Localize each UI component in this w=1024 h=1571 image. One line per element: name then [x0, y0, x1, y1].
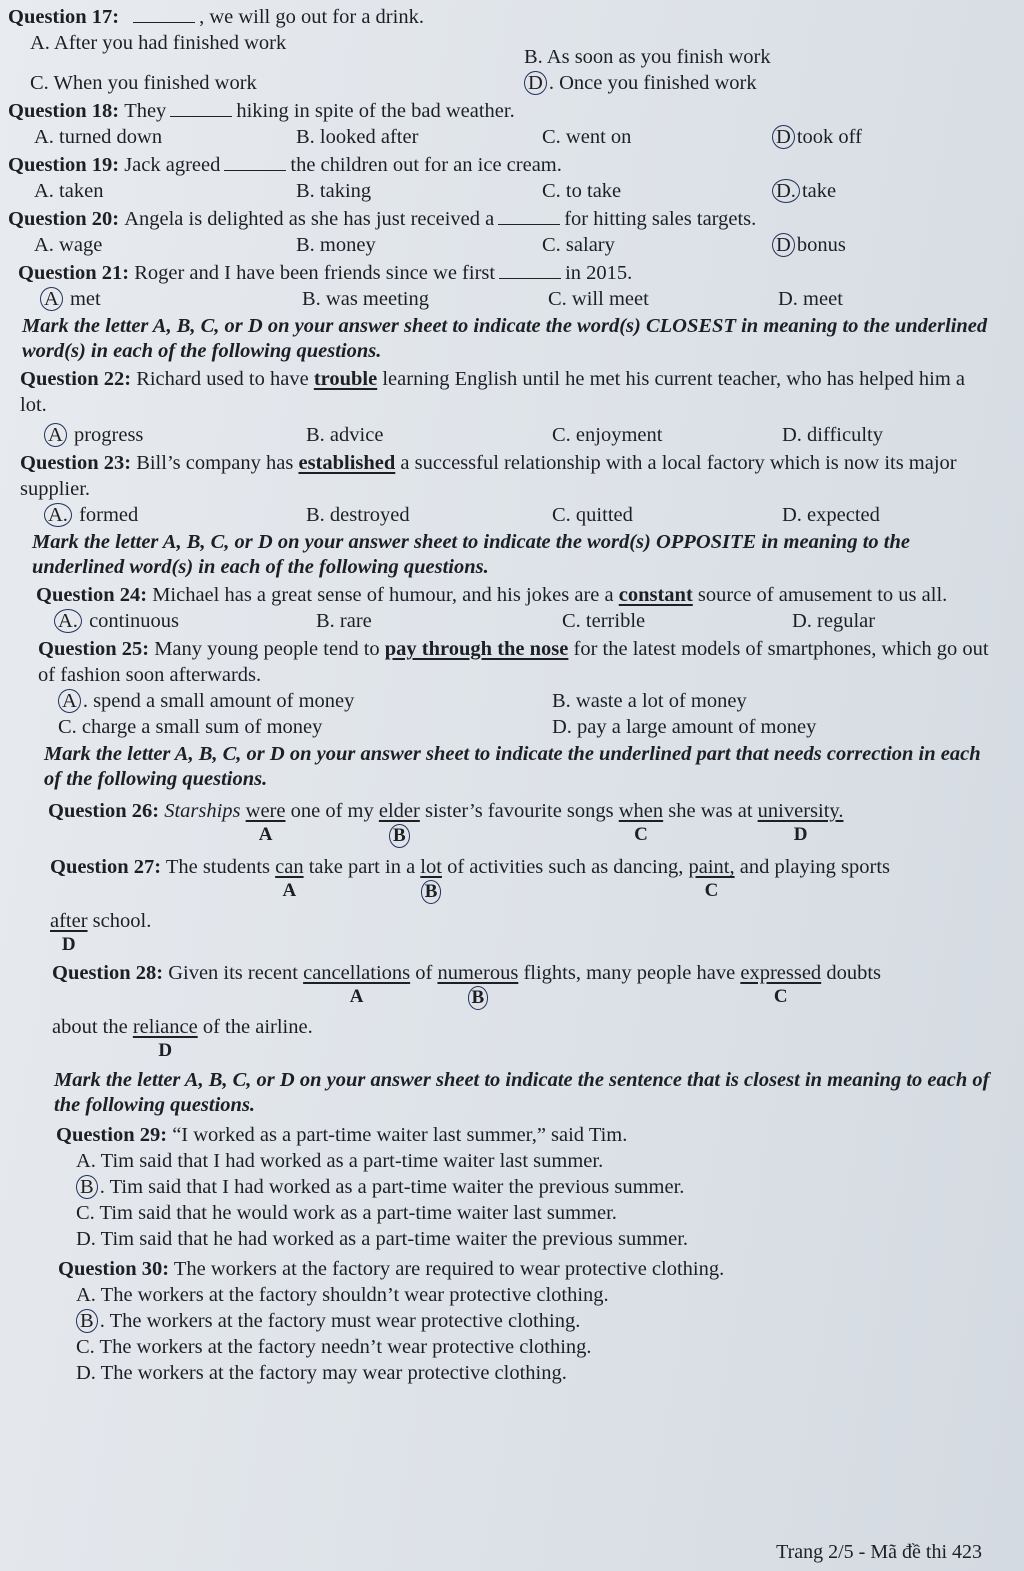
option-a: A progress [44, 422, 306, 448]
underlined-part-a: can A [275, 856, 304, 901]
option-d: D bonus [772, 232, 972, 258]
option-c: C. quitted [552, 504, 633, 526]
answer-blank [224, 170, 286, 171]
question-number: Question 20: [8, 208, 120, 230]
question-number: Question 23: [20, 452, 132, 474]
option-d: D. regular [792, 610, 876, 632]
circled-answer-mark: A [44, 423, 67, 447]
underlined-word: pay through the nose [384, 638, 569, 660]
song-title: Starships [164, 800, 241, 822]
option-b: B. taking [296, 180, 372, 202]
option-c: C. terrible [562, 610, 646, 632]
circled-answer-mark: D [772, 125, 795, 149]
option-d: D. difficulty [782, 424, 883, 446]
option-d: D. The workers at the factory may wear protective clothing. [76, 1362, 567, 1384]
option-b: B . Tim said that I had worked as a part-time waiter the previous summer. [76, 1174, 996, 1200]
option-b: B. rare [316, 610, 372, 632]
option-a: A . spend a small amount of money [58, 688, 552, 714]
question-number: Question 25: [38, 638, 150, 660]
underlined-part-c: paint, C [688, 856, 735, 901]
question-30: Question 30: The workers at the factory are required to wear protective clothing. A. The workers at the factory shouldn’t wear protective clothing. B . The workers at the factory must wear protective clothing. C. The workers at the factory needn’t wear protective clothing. D. The workers at the factory may wear protective clothing. [8, 1256, 996, 1386]
underlined-part-d: after D [50, 910, 88, 955]
question-number: Question 28: [52, 962, 164, 984]
option-d: D. expected [782, 504, 880, 526]
question-text: , we will go out for a drink. [199, 6, 424, 28]
underlined-word: established [298, 452, 396, 474]
question-number: Question 21: [18, 262, 130, 284]
underlined-part-b: elder B [378, 800, 420, 846]
question-19: Question 19: Jack agreed the children out for an ice cream. A. taken B. taking C. to take D. take [8, 152, 996, 204]
underlined-part-a: were A [245, 800, 286, 845]
option-c: C. The workers at the factory needn’t wear protective clothing. [76, 1336, 592, 1358]
circled-answer-mark: A. [44, 503, 72, 527]
question-number: Question 24: [36, 584, 148, 606]
circled-answer-mark: A. [54, 609, 82, 633]
option-b: B. was meeting [302, 288, 429, 310]
page-footer: Trang 2/5 - Mã đề thi 423 [776, 1541, 982, 1563]
question-29: Question 29: “I worked as a part-time waiter last summer,” said Tim. A. Tim said that I had worked as a part-time waiter last summer. B . Tim said that I had worked as a part-time waiter the previous summer. C. Tim said that he would work as a part-time waiter last summer. D. Tim said that he had worked as a part-time waiter the previous summer. [8, 1122, 996, 1252]
circled-answer-mark: B [389, 824, 410, 848]
option-b: B. money [296, 234, 376, 256]
answer-blank [499, 278, 561, 279]
circled-answer-mark: B [468, 986, 489, 1010]
option-d: D. Tim said that he had worked as a part-time waiter the previous summer. [76, 1228, 689, 1250]
answer-blank [170, 116, 232, 117]
option-a: A. taken [34, 180, 104, 202]
option-d: D. take [772, 178, 972, 204]
option-d: D. pay a large amount of money [552, 716, 817, 738]
option-a: A. continuous [54, 608, 316, 634]
option-c: C. went on [542, 126, 632, 148]
question-number: Question 27: [50, 856, 162, 878]
question-18: Question 18: They hiking in spite of the bad weather. A. turned down B. looked after C. went on D took off [8, 98, 996, 150]
option-d: D. meet [778, 288, 843, 310]
circled-answer-mark: B [421, 880, 442, 904]
answer-blank [133, 22, 195, 23]
option-b: B. destroyed [306, 504, 410, 526]
option-c: C. Tim said that he would work as a part-time waiter last summer. [76, 1202, 617, 1224]
circled-answer-mark: A [58, 689, 81, 713]
question-25: Question 25: Many young people tend to pay through the nose for the latest models of smartphones, which go out of fashion soon afterwards. A . spend a small amount of money B. waste a lot of money C. charge a small sum of money D. pay a large amount of money [38, 638, 989, 738]
option-d: D took off [772, 124, 972, 150]
underlined-part-b: lot B [420, 856, 442, 902]
option-c: C. When you finished work [30, 72, 257, 94]
question-number: Question 17: [8, 6, 120, 28]
option-b: B. advice [306, 424, 384, 446]
underlined-word: constant [618, 584, 693, 606]
underlined-part-c: when C [618, 800, 664, 845]
option-c: C. will meet [548, 288, 649, 310]
underlined-part-b: numerous B [437, 962, 519, 1008]
underlined-part-c: expressed C [740, 962, 822, 1007]
option-a: A. Tim said that I had worked as a part-time waiter last summer. [76, 1150, 604, 1172]
circled-answer-mark: D. [772, 179, 800, 203]
circled-answer-mark: B [76, 1309, 98, 1333]
option-b: B. looked after [296, 126, 419, 148]
question-22: Question 22: Richard used to have trouble learning English until he met his current teacher, who has helped him a lot. A progress B. advice C. enjoyment D. difficulty [8, 366, 996, 448]
question-21: Question 21: Roger and I have been friends since we first in 2015. A met B. was meeting C. will meet D. meet [8, 260, 996, 312]
question-23: Question 23: Bill’s company has established a successful relationship with a local factory which is now its major supplier. A. formed B. destroyed C. quitted D. expected [8, 450, 996, 528]
question-number: Question 18: [8, 100, 120, 122]
option-b: B . The workers at the factory must wear protective clothing. [76, 1308, 996, 1334]
underlined-word: trouble [313, 368, 378, 390]
section-instruction: Mark the letter A, B, C, or D on your answer sheet to indicate the word(s) OPPOSITE in meaning to the underlined word(s) in each of the following questions. [32, 531, 910, 578]
option-a: A. wage [34, 234, 103, 256]
question-27: Question 27: The students can A take part in a lot B of activities such as dancing, paint, C and playing sports after D school. [50, 856, 891, 955]
question-20: Question 20: Angela is delighted as she has just received a for hitting sales targets. A. wage B. money C. salary D bonus [8, 206, 996, 258]
answer-blank [498, 224, 560, 225]
section-instruction: Mark the letter A, B, C, or D on your answer sheet to indicate the word(s) CLOSEST in meaning to the underlined word(s) in each of the following questions. [22, 315, 988, 362]
option-c: C. charge a small sum of money [58, 716, 323, 738]
option-a: A. formed [44, 502, 306, 528]
option-b: B. As soon as you finish work [524, 46, 771, 68]
question-24: Question 24: Michael has a great sense of humour, and his jokes are a constant source of amusement to us all. A. continuous B. rare C. terrible D. regular [8, 582, 996, 634]
option-a: A. turned down [34, 126, 163, 148]
question-28: Question 28: Given its recent cancellations A of numerous B flights, many people have expressed C doubts about the reliance D of the airline. [52, 962, 881, 1061]
option-a: A. The workers at the factory shouldn’t wear protective clothing. [76, 1284, 609, 1306]
option-c: C. to take [542, 180, 622, 202]
section-instruction: Mark the letter A, B, C, or D on your answer sheet to indicate the sentence that is closest in meaning to each of the following questions. [54, 1069, 990, 1116]
question-17 [8, 4, 996, 96]
question-number: Question 19: [8, 154, 120, 176]
underlined-part-a: cancellations A [303, 962, 411, 1007]
option-d: D . Once you finished work [524, 70, 944, 96]
question-number: Question 22: [20, 368, 132, 390]
circled-answer-mark: D [524, 71, 547, 95]
underlined-part-d: university. D [757, 800, 844, 845]
option-b: B. waste a lot of money [552, 690, 747, 712]
option-c: C. salary [542, 234, 615, 256]
underlined-part-d: reliance D [132, 1016, 198, 1061]
option-a: A. After you had finished work [30, 32, 287, 54]
section-instruction: Mark the letter A, B, C, or D on your answer sheet to indicate the underlined part that needs correction in each of the following questions. [44, 743, 981, 790]
circled-answer-mark: A [40, 287, 63, 311]
question-number: Question 30: [58, 1258, 170, 1280]
option-a: A met [40, 286, 302, 312]
circled-answer-mark: D [772, 233, 795, 257]
option-c: C. enjoyment [552, 424, 663, 446]
question-number: Question 26: [48, 800, 160, 822]
question-number: Question 29: [56, 1124, 168, 1146]
circled-answer-mark: B [76, 1175, 98, 1199]
question-26: Question 26: Starships were A one of my elder B sister’s favourite songs when C she was at university. D [48, 800, 844, 846]
